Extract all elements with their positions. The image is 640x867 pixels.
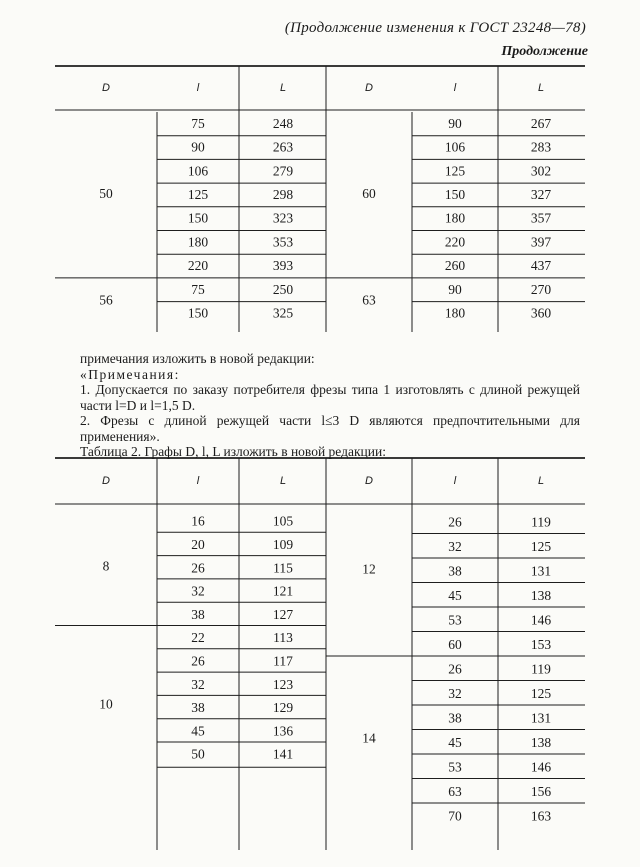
table-1-header-D: D (102, 81, 110, 94)
table-1-header-L: L (279, 81, 287, 94)
table-1-l-cell: 106 (187, 163, 209, 179)
table-1-l-cell: 150 (187, 210, 209, 226)
table-2-header-L: L (537, 474, 545, 487)
table-1-l-cell: 260 (444, 258, 466, 274)
table-2-L-cell: 129 (272, 700, 294, 716)
table-1-L-cell: 437 (530, 258, 552, 274)
table-1-l-cell: 125 (187, 187, 209, 203)
table-2-L-cell: 115 (273, 560, 293, 576)
table-1-l-cell: 75 (191, 115, 205, 131)
table-1-header-L: L (537, 81, 545, 94)
table-2-header-L: L (279, 474, 287, 487)
table-2-l-cell: 16 (191, 513, 205, 529)
table-2-header-D: D (102, 474, 110, 487)
table-2-l-cell: 26 (191, 653, 205, 669)
table-1-L-cell: 325 (272, 305, 294, 321)
table-1-L-cell: 298 (272, 187, 294, 203)
table-1-L-cell: 360 (530, 305, 552, 321)
table-1-D-cell: 50 (99, 186, 113, 202)
table-2-L-cell: 131 (530, 710, 552, 726)
table-2-header-D: D (365, 474, 373, 487)
table-1-L-cell: 267 (530, 115, 552, 131)
table-1-l-cell: 90 (448, 115, 462, 131)
table-2-l-cell: 50 (191, 746, 205, 762)
table-1-L-cell: 263 (272, 139, 294, 155)
table-1-l-cell: 180 (187, 234, 209, 250)
table-1-L-cell: 327 (530, 187, 552, 203)
table-2-header-l: l (196, 474, 200, 487)
table-2-D-cell: 10 (99, 696, 113, 712)
table-2-L-cell: 123 (272, 676, 294, 692)
notes-intro: примечания изложить в новой редакции: (80, 351, 315, 366)
continuation-header: (Продолжение изменения к ГОСТ 23248—78) (284, 20, 586, 36)
table-1-D-cell: 63 (362, 292, 376, 308)
table-1-L-cell: 283 (530, 139, 552, 155)
table-2-l-cell: 32 (191, 676, 205, 692)
table-2-D-cell: 8 (102, 558, 110, 574)
table-1-l-cell: 150 (187, 305, 209, 321)
table-2-l-cell: 26 (191, 560, 205, 576)
table-1-l-cell: 90 (191, 139, 205, 155)
table-2-l-cell: 26 (448, 661, 462, 677)
table-2-l-cell: 53 (448, 612, 462, 628)
table-1-L-cell: 323 (272, 210, 294, 226)
table-1-L-cell: 357 (530, 210, 552, 226)
table-2-l-cell: 53 (448, 759, 462, 775)
table-2-L-cell: 113 (273, 630, 293, 646)
table-2-l-cell: 32 (191, 583, 205, 599)
table-2-l-cell: 45 (448, 734, 462, 750)
table-2-L-cell: 153 (530, 636, 552, 652)
table-2-L-cell: 109 (272, 537, 294, 553)
table-1-l-cell: 90 (448, 281, 462, 297)
table-1-l-cell: 125 (444, 163, 466, 179)
table-1-D-cell: 60 (362, 186, 376, 202)
table-1-l-cell: 150 (444, 187, 466, 203)
table-2-L-cell: 119 (531, 514, 551, 530)
table-1-l-cell: 220 (187, 258, 209, 274)
table-2-header-l: l (453, 474, 457, 487)
table-2-l-cell: 32 (448, 685, 462, 701)
table-1-header-l: l (196, 81, 200, 94)
table-2-l-cell: 38 (448, 710, 462, 726)
table-2-l-cell: 70 (448, 808, 462, 824)
table-2-l-cell: 60 (448, 636, 462, 652)
notes-heading: «Примечания: (80, 366, 180, 382)
table-2-L-cell: 146 (530, 612, 552, 628)
table-2-l-cell: 63 (448, 783, 462, 799)
table-1-l-cell: 180 (444, 210, 466, 226)
table-2-L-cell: 119 (531, 661, 551, 677)
table-2-l-cell: 26 (448, 514, 462, 530)
table-2-l-cell: 32 (448, 538, 462, 554)
table-1-header-D: D (365, 81, 373, 94)
table-1-l-cell: 180 (444, 305, 466, 321)
table-2-D-cell: 14 (362, 730, 376, 746)
table-1-L-cell: 248 (272, 115, 294, 131)
table-2-L-cell: 138 (530, 734, 552, 750)
table-1-L-cell: 393 (272, 258, 294, 274)
table-1-L-cell: 270 (530, 281, 552, 297)
table-1-l-cell: 75 (191, 281, 205, 297)
table-1-L-cell: 353 (272, 234, 294, 250)
table-1-L-cell: 302 (530, 163, 552, 179)
table-2-L-cell: 136 (272, 723, 294, 739)
table-2-L-cell: 163 (530, 808, 552, 824)
table-1-L-cell: 250 (272, 281, 294, 297)
table-2-l-cell: 45 (448, 587, 462, 603)
table-2-L-cell: 141 (272, 746, 294, 762)
table-2-l-cell: 20 (191, 537, 205, 553)
table-2-caption: Таблица 2. Графы D, l, L изложить в новой редакции: (80, 444, 386, 459)
table-2-L-cell: 125 (530, 538, 552, 554)
table-1-l-cell: 106 (444, 139, 466, 155)
table-2-l-cell: 22 (191, 630, 205, 646)
note-item-2: 2. Фрезы с длиной режущей части l≤3 D являются предпочтительными для применения». (80, 413, 580, 444)
table-2-L-cell: 125 (530, 685, 552, 701)
table-2-L-cell: 121 (272, 583, 294, 599)
table-2-l-cell: 38 (448, 563, 462, 579)
table-2-l-cell: 38 (191, 606, 205, 622)
table-1-L-cell: 279 (272, 163, 294, 179)
table-2-L-cell: 138 (530, 587, 552, 603)
note-item-1: 1. Допускается по заказу потребителя фрезы типа 1 изготовлять с длиной режущей части l=D и l=1,5 D. (80, 382, 580, 413)
table-continued-label: Продолжение (501, 44, 588, 59)
table-2-L-cell: 127 (272, 606, 294, 622)
table-2-l-cell: 45 (191, 723, 205, 739)
table-1-header-l: l (453, 81, 457, 94)
table-2-L-cell: 156 (530, 783, 552, 799)
table-2-D-cell: 12 (362, 561, 376, 577)
table-2-L-cell: 131 (530, 563, 552, 579)
table-2-L-cell: 146 (530, 759, 552, 775)
table-1-D-cell: 56 (99, 292, 113, 308)
table-1-l-cell: 220 (444, 234, 466, 250)
table-2-L-cell: 105 (272, 513, 294, 529)
table-2-L-cell: 117 (273, 653, 293, 669)
table-2-l-cell: 38 (191, 700, 205, 716)
table-1-L-cell: 397 (530, 234, 552, 250)
